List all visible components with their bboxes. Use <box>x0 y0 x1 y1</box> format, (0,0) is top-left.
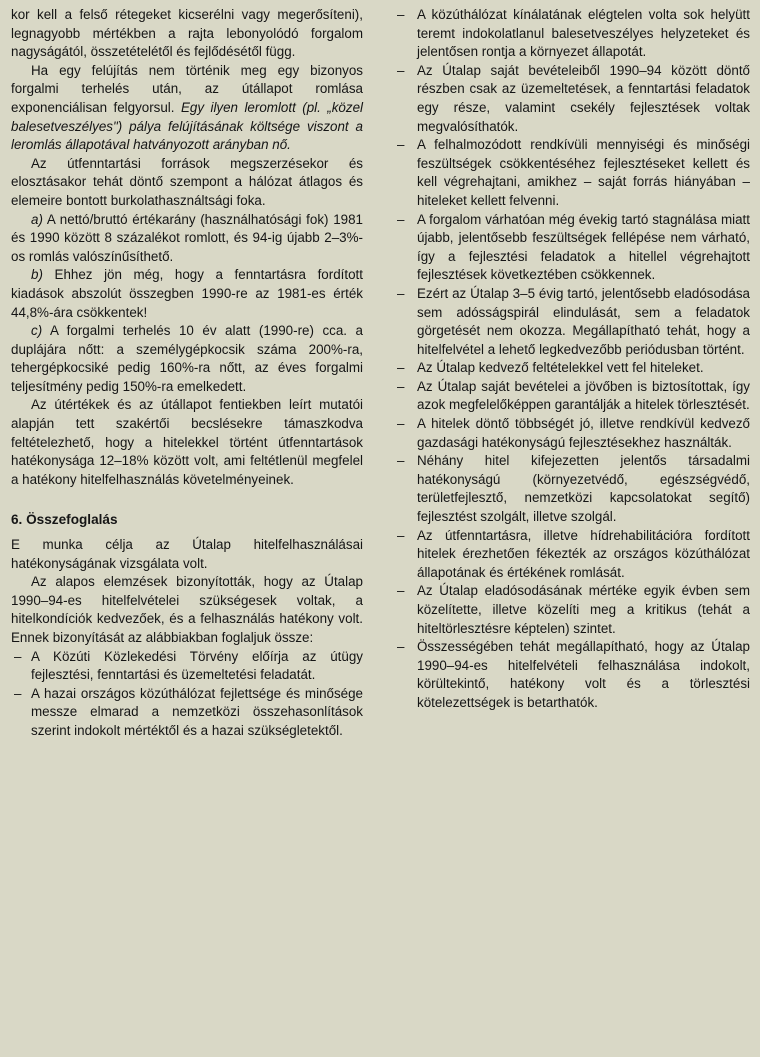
summary-list-left <box>11 648 363 741</box>
point-a-text: A nettó/bruttó értékarány (használhatósági fok) 1981 és 1990 között 8 százalékot romlott, és 94-ig újabb 2–3%-os romlás valószínűsíthető. <box>11 211 363 264</box>
paragraph-purpose: E munka célja az Útalap hitelfelhasználásai hatékonyságának vizsgálata volt. <box>11 537 363 571</box>
list-item: – A közúthálózat kínálatának elégtelen volta sok helyütt teremt indokolatlanul balesetveszélyes helyzeteket és jelentősen rontja a környezet állapotát. <box>395 6 750 62</box>
list-item: – A forgalom várhatóan még évekig tartó stagnálása miatt újabb, jelentősebb feszültségek fellépése nem várható, így a fejlesztési feladatok a hitellel végrehajtott fejlesztések következtében csökkennek. <box>395 211 750 285</box>
list-item: – Az Útalap kedvező feltételekkel vett fel hiteleket. <box>395 359 750 378</box>
right-column <box>395 6 750 713</box>
paragraph-efficiency: Az útértékek és az útállapot fentiekben leírt mutatói alapján tett szakértői becslésekre támaszkodva feltételezhető, hogy a hitelekkel történt útfenntartások hatékonysága 12–18% között volt, ami feltétlenül megfelel a hatékony hitelfelhasználás követelményeinek. <box>11 397 363 487</box>
list-item: – Összességében tehát megállapítható, hogy az Útalap 1990–94-es hitelfelvételi felhasználása indokolt, körültekintő, hatékony volt és a törlesztési kötelezettségek is betarthatók. <box>395 638 750 712</box>
point-b-text: Ehhez jön még, hogy a fenntartásra fordított kiadások abszolút összegben 1990-re az 1981-es érték 44,8%-ára csökkentek! <box>11 267 363 320</box>
paragraph-continuation: kor kell a felső rétegeket kicserélni vagy megerősíteni), legnagyobb mértékben a rajta lebonyolódó forgalom nagyságától, összetételétől és fejlődésétől függ. <box>11 7 363 60</box>
paragraph-renovation <box>11 62 363 155</box>
point-b-label: b) <box>31 267 43 283</box>
point-c-label: c) <box>31 323 43 339</box>
point-b <box>11 266 363 322</box>
point-a <box>11 211 363 267</box>
list-item: – Néhány hitel kifejezetten jelentős társadalmi hatékonyságú (környezetvédő, egészségvédő, területfejlesztő, nemzetközi kapcsolatokat segítő) fejlesztést szolgált, illetve szolgál. <box>395 452 750 526</box>
list-item: – A hitelek döntő többségét jó, illetve rendkívül kedvező gazdasági hatékonyságú fejlesztésekhez használták. <box>395 415 750 452</box>
list-item: – A Közúti Közlekedési Törvény előírja az útügy fejlesztési, fenntartási és üzemeltetési feladatát. <box>11 648 363 685</box>
left-column <box>11 6 363 741</box>
point-c <box>11 322 363 396</box>
summary-list-right <box>395 6 750 713</box>
list-item: – A felhalmozódott rendkívüli mennyiségi és minőségi feszültségek csökkentéséhez fejlesztéseket kellett és kell végrehajtani, amikhez – saját forrás hiányában – hiteleket kellett felvenni. <box>395 136 750 210</box>
section-heading: 6. Összefoglalás <box>11 512 118 528</box>
paragraph-renovation-italic: Egy ilyen leromlott (pl. „közel balesetveszélyes") pálya felújításának költsége viszont a leromlás állapotával hatványozott arányban nő. <box>11 99 363 153</box>
list-item: – A hazai országos közúthálózat fejlettsége és minősége messze elmarad a nemzetközi összehasonlítások szerint indokolt mértéktől és a hazai szükségletektől. <box>11 685 363 741</box>
point-c-text: A forgalmi terhelés 10 év alatt (1990-re) cca. a duplájára nőtt: a személygépkocsik száma 200%-ra, tehergépkocsiké pedig 160%-ra nőtt, az éves forgalmi teljesítmény pedig 150%-ra emelkedett. <box>11 323 363 394</box>
list-item: – Az útfenntartásra, illetve hídrehabilitációra fordított hitelek érezhetően fékezték az országos közúthálózat állapotának és értékének romlását. <box>395 527 750 583</box>
list-item: – Az Útalap saját bevételei a jövőben is biztosítottak, így azok megfelelőképpen garantálják a hitelek törlesztését. <box>395 378 750 415</box>
point-a-label: a) <box>31 211 43 227</box>
paragraph-findings: Az alapos elemzések bizonyították, hogy az Útalap 1990–94-es hitelfelvételei szükségesek voltak, a hitelkondíciók kedvezőek, és a felhasználás hatékony volt. Ennek bizonyítását az alábbiakban foglaljuk össze: <box>11 574 363 645</box>
paragraph-renovation-text: Ha egy felújítás nem történik meg egy bizonyos forgalmi terhelés után, az útállapot romlása exponenciálisan felgyorsul. <box>11 62 363 115</box>
paragraph-funding: Az útfenntartási források megszerzésekor és elosztásakor tehát döntő szempont a hálózat átlagos és elemeire bontott burkolathasználtsági foka. <box>11 155 363 208</box>
list-item: – Az Útalap eladósodásának mértéke egyik évben sem közelítette, illetve közelíti meg a kritikus (tehát a hiteltörlesztésre képtelen) szintet. <box>395 582 750 638</box>
list-item: – Az Útalap saját bevételeiből 1990–94 között döntő részben csak az üzemeltetések, a fenntartási feladatok egy része, valamint csekély fejlesztések voltak megvalósíthatók. <box>395 62 750 136</box>
list-item: – Ezért az Útalap 3–5 évig tartó, jelentősebb eladósodása sem adósságspirál elindulását, sem a feladatok görgetését nem okozza. Megállapítható tehát, hogy a hitelfelvétel a lehető legkedvezőbb periódusban történt. <box>395 285 750 359</box>
